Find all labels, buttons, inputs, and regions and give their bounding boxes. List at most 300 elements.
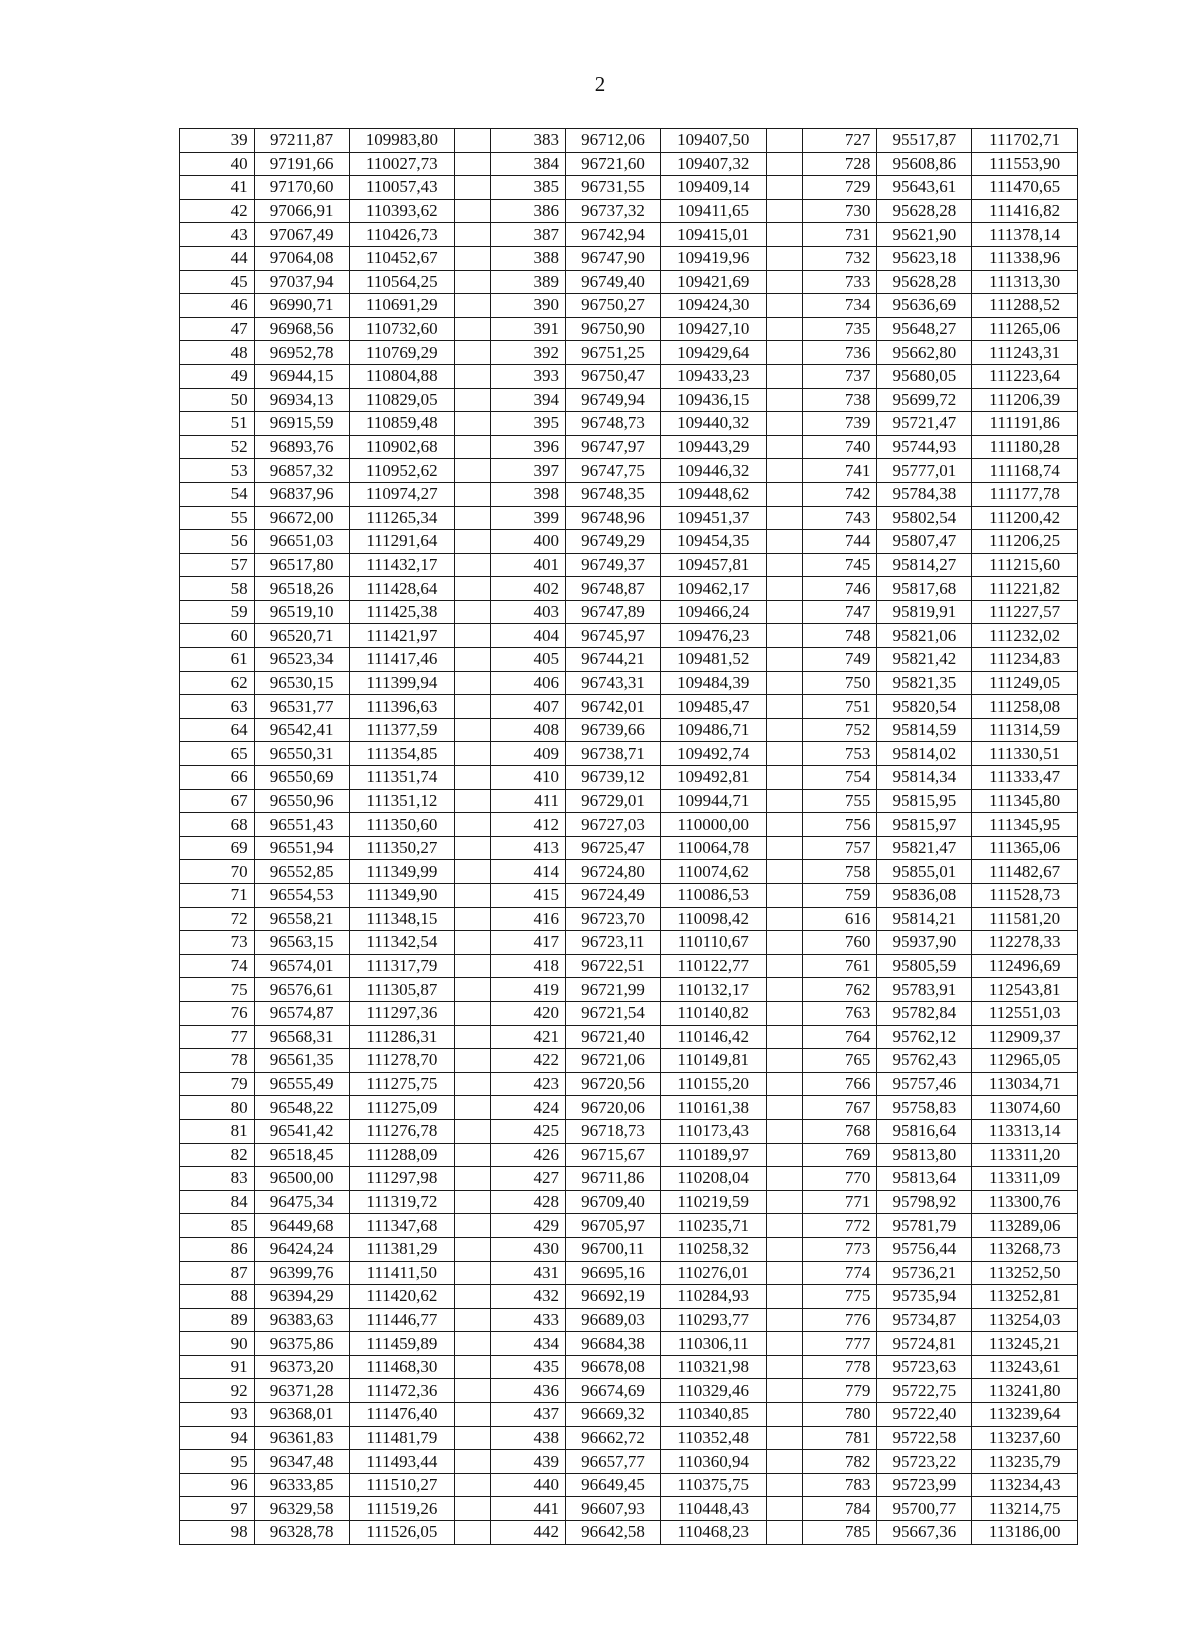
y-coordinate-cell: 111305,87	[349, 978, 455, 1002]
point-number-cell: 406	[491, 671, 566, 695]
column-gap	[766, 1119, 802, 1143]
y-coordinate-cell: 112496,69	[972, 954, 1078, 978]
column-gap	[766, 482, 802, 506]
y-coordinate-cell: 110027,73	[349, 152, 455, 176]
column-gap	[766, 1308, 802, 1332]
column-gap	[455, 671, 491, 695]
table-row	[180, 412, 1078, 436]
x-coordinate-cell: 95744,93	[877, 435, 972, 459]
table-row	[180, 718, 1078, 742]
x-coordinate-cell: 96747,90	[566, 246, 661, 270]
y-coordinate-cell: 110452,67	[349, 246, 455, 270]
y-coordinate-cell: 113234,43	[972, 1473, 1078, 1497]
y-coordinate-cell: 109485,47	[660, 695, 766, 719]
x-coordinate-cell: 96727,03	[566, 813, 661, 837]
point-number-cell: 391	[491, 317, 566, 341]
x-coordinate-cell: 95813,64	[877, 1167, 972, 1191]
point-number-cell: 415	[491, 884, 566, 908]
column-gap	[766, 317, 802, 341]
column-gap	[766, 624, 802, 648]
y-coordinate-cell: 110122,77	[660, 954, 766, 978]
column-gap	[766, 1167, 802, 1191]
point-number-cell: 752	[802, 718, 877, 742]
column-gap	[766, 530, 802, 554]
x-coordinate-cell: 96361,83	[254, 1426, 349, 1450]
point-number-cell: 40	[180, 152, 255, 176]
table-row	[180, 860, 1078, 884]
x-coordinate-cell: 95762,43	[877, 1049, 972, 1073]
point-number-cell: 44	[180, 246, 255, 270]
table-row	[180, 1119, 1078, 1143]
x-coordinate-cell: 96721,06	[566, 1049, 661, 1073]
point-number-cell: 746	[802, 577, 877, 601]
point-number-cell: 744	[802, 530, 877, 554]
point-number-cell: 418	[491, 954, 566, 978]
y-coordinate-cell: 111428,64	[349, 577, 455, 601]
column-gap	[455, 553, 491, 577]
point-number-cell: 431	[491, 1261, 566, 1285]
point-number-cell: 408	[491, 718, 566, 742]
y-coordinate-cell: 111526,05	[349, 1521, 455, 1545]
y-coordinate-cell: 111399,94	[349, 671, 455, 695]
point-number-cell: 778	[802, 1355, 877, 1379]
y-coordinate-cell: 111446,77	[349, 1308, 455, 1332]
table-row	[180, 317, 1078, 341]
point-number-cell: 389	[491, 270, 566, 294]
column-gap	[766, 860, 802, 884]
table-row	[180, 1379, 1078, 1403]
x-coordinate-cell: 96383,63	[254, 1308, 349, 1332]
x-coordinate-cell: 95735,94	[877, 1285, 972, 1309]
point-number-cell: 769	[802, 1143, 877, 1167]
point-number-cell: 442	[491, 1521, 566, 1545]
y-coordinate-cell: 111347,68	[349, 1214, 455, 1238]
y-coordinate-cell: 111314,59	[972, 718, 1078, 742]
y-coordinate-cell: 109443,29	[660, 435, 766, 459]
table-row	[180, 1285, 1078, 1309]
x-coordinate-cell: 97037,94	[254, 270, 349, 294]
y-coordinate-cell: 111381,29	[349, 1237, 455, 1261]
table-row	[180, 836, 1078, 860]
x-coordinate-cell: 96711,86	[566, 1167, 661, 1191]
page-number: 2	[594, 72, 606, 96]
column-gap	[455, 435, 491, 459]
y-coordinate-cell: 110859,48	[349, 412, 455, 436]
x-coordinate-cell: 96952,78	[254, 341, 349, 365]
column-gap	[455, 1190, 491, 1214]
x-coordinate-cell: 96563,15	[254, 931, 349, 955]
table-body	[180, 129, 1078, 1545]
y-coordinate-cell: 111481,79	[349, 1426, 455, 1450]
column-gap	[455, 695, 491, 719]
x-coordinate-cell: 95723,99	[877, 1473, 972, 1497]
y-coordinate-cell: 110155,20	[660, 1072, 766, 1096]
x-coordinate-cell: 96723,70	[566, 907, 661, 931]
column-gap	[766, 789, 802, 813]
column-gap	[766, 577, 802, 601]
x-coordinate-cell: 95756,44	[877, 1237, 972, 1261]
column-gap	[455, 129, 491, 153]
x-coordinate-cell: 96739,12	[566, 766, 661, 790]
point-number-cell: 60	[180, 624, 255, 648]
column-gap	[455, 317, 491, 341]
x-coordinate-cell: 95621,90	[877, 223, 972, 247]
table-row	[180, 435, 1078, 459]
table-row	[180, 1426, 1078, 1450]
x-coordinate-cell: 95783,91	[877, 978, 972, 1002]
y-coordinate-cell: 113239,64	[972, 1403, 1078, 1427]
point-number-cell: 422	[491, 1049, 566, 1073]
column-gap	[455, 1379, 491, 1403]
column-gap	[766, 931, 802, 955]
point-number-cell: 65	[180, 742, 255, 766]
column-gap	[455, 341, 491, 365]
y-coordinate-cell: 111459,89	[349, 1332, 455, 1356]
point-number-cell: 396	[491, 435, 566, 459]
table-row	[180, 1450, 1078, 1474]
y-coordinate-cell: 110086,53	[660, 884, 766, 908]
y-coordinate-cell: 111221,82	[972, 577, 1078, 601]
table-row	[180, 789, 1078, 813]
column-gap	[766, 341, 802, 365]
y-coordinate-cell: 109433,23	[660, 364, 766, 388]
point-number-cell: 76	[180, 1001, 255, 1025]
point-number-cell: 93	[180, 1403, 255, 1427]
y-coordinate-cell: 111349,99	[349, 860, 455, 884]
table-row	[180, 1308, 1078, 1332]
table-row	[180, 459, 1078, 483]
x-coordinate-cell: 95736,21	[877, 1261, 972, 1285]
y-coordinate-cell: 111291,64	[349, 530, 455, 554]
table-row	[180, 695, 1078, 719]
x-coordinate-cell: 96837,96	[254, 482, 349, 506]
column-gap	[455, 270, 491, 294]
column-gap	[766, 671, 802, 695]
x-coordinate-cell: 96550,96	[254, 789, 349, 813]
column-gap	[455, 600, 491, 624]
point-number-cell: 429	[491, 1214, 566, 1238]
point-number-cell: 745	[802, 553, 877, 577]
y-coordinate-cell: 110146,42	[660, 1025, 766, 1049]
x-coordinate-cell: 96745,97	[566, 624, 661, 648]
y-coordinate-cell: 111396,63	[349, 695, 455, 719]
point-number-cell: 49	[180, 364, 255, 388]
column-gap	[766, 1143, 802, 1167]
x-coordinate-cell: 96657,77	[566, 1450, 661, 1474]
x-coordinate-cell: 96375,86	[254, 1332, 349, 1356]
point-number-cell: 95	[180, 1450, 255, 1474]
column-gap	[766, 1521, 802, 1545]
column-gap	[455, 199, 491, 223]
column-gap	[455, 246, 491, 270]
point-number-cell: 731	[802, 223, 877, 247]
x-coordinate-cell: 96523,34	[254, 648, 349, 672]
point-number-cell: 742	[802, 482, 877, 506]
point-number-cell: 738	[802, 388, 877, 412]
point-number-cell: 750	[802, 671, 877, 695]
point-number-cell: 383	[491, 129, 566, 153]
table-row	[180, 813, 1078, 837]
x-coordinate-cell: 96552,85	[254, 860, 349, 884]
point-number-cell: 409	[491, 742, 566, 766]
y-coordinate-cell: 113252,81	[972, 1285, 1078, 1309]
x-coordinate-cell: 95817,68	[877, 577, 972, 601]
y-coordinate-cell: 113311,09	[972, 1167, 1078, 1191]
point-number-cell: 59	[180, 600, 255, 624]
column-gap	[455, 506, 491, 530]
point-number-cell: 430	[491, 1237, 566, 1261]
point-number-cell: 434	[491, 1332, 566, 1356]
y-coordinate-cell: 111319,72	[349, 1190, 455, 1214]
y-coordinate-cell: 110219,59	[660, 1190, 766, 1214]
point-number-cell: 405	[491, 648, 566, 672]
column-gap	[455, 860, 491, 884]
x-coordinate-cell: 95814,21	[877, 907, 972, 931]
x-coordinate-cell: 95628,28	[877, 199, 972, 223]
x-coordinate-cell: 96394,29	[254, 1285, 349, 1309]
x-coordinate-cell: 95680,05	[877, 364, 972, 388]
x-coordinate-cell: 96542,41	[254, 718, 349, 742]
y-coordinate-cell: 111468,30	[349, 1355, 455, 1379]
y-coordinate-cell: 111297,98	[349, 1167, 455, 1191]
column-gap	[766, 1261, 802, 1285]
column-gap	[766, 1450, 802, 1474]
table-row	[180, 978, 1078, 1002]
point-number-cell: 772	[802, 1214, 877, 1238]
point-number-cell: 427	[491, 1167, 566, 1191]
table-row	[180, 553, 1078, 577]
y-coordinate-cell: 111553,90	[972, 152, 1078, 176]
x-coordinate-cell: 95821,47	[877, 836, 972, 860]
point-number-cell: 39	[180, 129, 255, 153]
x-coordinate-cell: 96725,47	[566, 836, 661, 860]
x-coordinate-cell: 96574,01	[254, 954, 349, 978]
column-gap	[455, 1167, 491, 1191]
point-number-cell: 784	[802, 1497, 877, 1521]
point-number-cell: 45	[180, 270, 255, 294]
point-number-cell: 420	[491, 1001, 566, 1025]
x-coordinate-cell: 96700,11	[566, 1237, 661, 1261]
y-coordinate-cell: 109454,35	[660, 530, 766, 554]
x-coordinate-cell: 95813,80	[877, 1143, 972, 1167]
y-coordinate-cell: 111348,15	[349, 907, 455, 931]
column-gap	[766, 364, 802, 388]
x-coordinate-cell: 95723,22	[877, 1450, 972, 1474]
point-number-cell: 761	[802, 954, 877, 978]
point-number-cell: 755	[802, 789, 877, 813]
x-coordinate-cell: 97211,87	[254, 129, 349, 153]
point-number-cell: 730	[802, 199, 877, 223]
y-coordinate-cell: 110691,29	[349, 294, 455, 318]
x-coordinate-cell: 96373,20	[254, 1355, 349, 1379]
point-number-cell: 734	[802, 294, 877, 318]
y-coordinate-cell: 110952,62	[349, 459, 455, 483]
point-number-cell: 748	[802, 624, 877, 648]
y-coordinate-cell: 110258,32	[660, 1237, 766, 1261]
y-coordinate-cell: 110173,43	[660, 1119, 766, 1143]
y-coordinate-cell: 109446,32	[660, 459, 766, 483]
x-coordinate-cell: 95815,95	[877, 789, 972, 813]
y-coordinate-cell: 110000,00	[660, 813, 766, 837]
point-number-cell: 397	[491, 459, 566, 483]
y-coordinate-cell: 110902,68	[349, 435, 455, 459]
x-coordinate-cell: 95802,54	[877, 506, 972, 530]
point-number-cell: 423	[491, 1072, 566, 1096]
y-coordinate-cell: 111297,36	[349, 1001, 455, 1025]
point-number-cell: 781	[802, 1426, 877, 1450]
column-gap	[766, 907, 802, 931]
column-gap	[766, 836, 802, 860]
x-coordinate-cell: 96662,72	[566, 1426, 661, 1450]
y-coordinate-cell: 113074,60	[972, 1096, 1078, 1120]
y-coordinate-cell: 111342,54	[349, 931, 455, 955]
y-coordinate-cell: 111345,80	[972, 789, 1078, 813]
table-row	[180, 1355, 1078, 1379]
point-number-cell: 438	[491, 1426, 566, 1450]
table-row	[180, 1190, 1078, 1214]
x-coordinate-cell: 95781,79	[877, 1214, 972, 1238]
x-coordinate-cell: 95820,54	[877, 695, 972, 719]
column-gap	[455, 742, 491, 766]
x-coordinate-cell: 96541,42	[254, 1119, 349, 1143]
column-gap	[455, 294, 491, 318]
x-coordinate-cell: 96519,10	[254, 600, 349, 624]
point-number-cell: 71	[180, 884, 255, 908]
y-coordinate-cell: 111278,70	[349, 1049, 455, 1073]
x-coordinate-cell: 96729,01	[566, 789, 661, 813]
y-coordinate-cell: 113237,60	[972, 1426, 1078, 1450]
table-row	[180, 176, 1078, 200]
y-coordinate-cell: 111470,65	[972, 176, 1078, 200]
y-coordinate-cell: 111377,59	[349, 718, 455, 742]
point-number-cell: 392	[491, 341, 566, 365]
x-coordinate-cell: 97067,49	[254, 223, 349, 247]
x-coordinate-cell: 96750,90	[566, 317, 661, 341]
point-number-cell: 394	[491, 388, 566, 412]
column-gap	[455, 954, 491, 978]
point-number-cell: 86	[180, 1237, 255, 1261]
x-coordinate-cell: 96329,58	[254, 1497, 349, 1521]
column-gap	[455, 152, 491, 176]
x-coordinate-cell: 96399,76	[254, 1261, 349, 1285]
point-number-cell: 82	[180, 1143, 255, 1167]
column-gap	[766, 1214, 802, 1238]
x-coordinate-cell: 96517,80	[254, 553, 349, 577]
column-gap	[455, 789, 491, 813]
point-number-cell: 433	[491, 1308, 566, 1332]
x-coordinate-cell: 95836,08	[877, 884, 972, 908]
y-coordinate-cell: 110235,71	[660, 1214, 766, 1238]
y-coordinate-cell: 111288,52	[972, 294, 1078, 318]
x-coordinate-cell: 96724,80	[566, 860, 661, 884]
x-coordinate-cell: 96750,27	[566, 294, 661, 318]
y-coordinate-cell: 111351,12	[349, 789, 455, 813]
column-gap	[766, 199, 802, 223]
point-number-cell: 732	[802, 246, 877, 270]
point-number-cell: 416	[491, 907, 566, 931]
x-coordinate-cell: 96692,19	[566, 1285, 661, 1309]
y-coordinate-cell: 111425,38	[349, 600, 455, 624]
point-number-cell: 41	[180, 176, 255, 200]
x-coordinate-cell: 96721,40	[566, 1025, 661, 1049]
y-coordinate-cell: 112543,81	[972, 978, 1078, 1002]
x-coordinate-cell: 96550,69	[254, 766, 349, 790]
column-gap	[455, 718, 491, 742]
x-coordinate-cell: 96554,53	[254, 884, 349, 908]
y-coordinate-cell: 111168,74	[972, 459, 1078, 483]
point-number-cell: 84	[180, 1190, 255, 1214]
x-coordinate-cell: 96555,49	[254, 1072, 349, 1096]
y-coordinate-cell: 111275,09	[349, 1096, 455, 1120]
point-number-cell: 80	[180, 1096, 255, 1120]
point-number-cell: 90	[180, 1332, 255, 1356]
point-number-cell: 66	[180, 766, 255, 790]
point-number-cell: 61	[180, 648, 255, 672]
x-coordinate-cell: 95608,86	[877, 152, 972, 176]
x-coordinate-cell: 96642,58	[566, 1521, 661, 1545]
y-coordinate-cell: 109427,10	[660, 317, 766, 341]
y-coordinate-cell: 111702,71	[972, 129, 1078, 153]
table-row	[180, 766, 1078, 790]
column-gap	[455, 1473, 491, 1497]
point-number-cell: 768	[802, 1119, 877, 1143]
point-number-cell: 68	[180, 813, 255, 837]
table-row	[180, 246, 1078, 270]
y-coordinate-cell: 113245,21	[972, 1332, 1078, 1356]
y-coordinate-cell: 110057,43	[349, 176, 455, 200]
x-coordinate-cell: 95819,91	[877, 600, 972, 624]
column-gap	[455, 1143, 491, 1167]
column-gap	[455, 766, 491, 790]
y-coordinate-cell: 111333,47	[972, 766, 1078, 790]
x-coordinate-cell: 95723,63	[877, 1355, 972, 1379]
point-number-cell: 765	[802, 1049, 877, 1073]
x-coordinate-cell: 95724,81	[877, 1332, 972, 1356]
x-coordinate-cell: 96915,59	[254, 412, 349, 436]
point-number-cell: 758	[802, 860, 877, 884]
y-coordinate-cell: 110208,04	[660, 1167, 766, 1191]
y-coordinate-cell: 109457,81	[660, 553, 766, 577]
column-gap	[766, 246, 802, 270]
y-coordinate-cell: 110321,98	[660, 1355, 766, 1379]
column-gap	[455, 1521, 491, 1545]
point-number-cell: 426	[491, 1143, 566, 1167]
point-number-cell: 92	[180, 1379, 255, 1403]
column-gap	[766, 553, 802, 577]
point-number-cell: 439	[491, 1450, 566, 1474]
x-coordinate-cell: 97066,91	[254, 199, 349, 223]
table-row	[180, 1167, 1078, 1191]
x-coordinate-cell: 95784,38	[877, 482, 972, 506]
x-coordinate-cell: 96857,32	[254, 459, 349, 483]
column-gap	[455, 364, 491, 388]
point-number-cell: 727	[802, 129, 877, 153]
x-coordinate-cell: 95700,77	[877, 1497, 972, 1521]
point-number-cell: 767	[802, 1096, 877, 1120]
y-coordinate-cell: 109424,30	[660, 294, 766, 318]
column-gap	[766, 813, 802, 837]
point-number-cell: 412	[491, 813, 566, 837]
y-coordinate-cell: 112551,03	[972, 1001, 1078, 1025]
x-coordinate-cell: 97191,66	[254, 152, 349, 176]
x-coordinate-cell: 95757,46	[877, 1072, 972, 1096]
y-coordinate-cell: 111482,67	[972, 860, 1078, 884]
x-coordinate-cell: 96748,35	[566, 482, 661, 506]
table-row	[180, 152, 1078, 176]
table-row	[180, 294, 1078, 318]
table-row	[180, 388, 1078, 412]
column-gap	[766, 600, 802, 624]
